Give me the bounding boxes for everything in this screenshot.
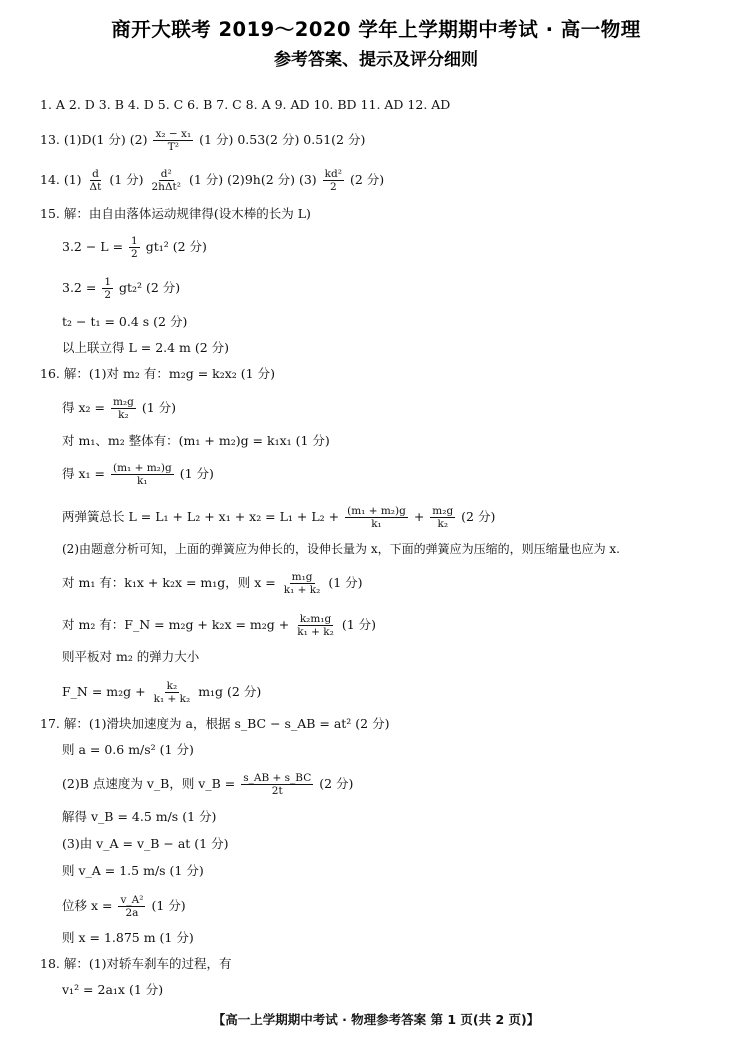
equation-line: [62, 235, 207, 260]
text: m₁g (2 分): [198, 684, 262, 699]
text: 14. (1): [40, 172, 82, 187]
equation-line: [62, 462, 214, 487]
text: +: [413, 509, 425, 524]
text: 3.2 =: [62, 280, 97, 295]
numerator: m₂g: [112, 396, 134, 408]
text: 对 m₂ 有：F_N = m₂g + k₂x = m₂g +: [62, 617, 290, 632]
denominator: 2hΔt²: [151, 181, 181, 193]
text: 3.2 − L =: [62, 239, 124, 254]
denominator: k₁ + k₂: [153, 693, 191, 705]
text: (1 分): [141, 400, 177, 415]
text: gt₂² (2 分): [118, 280, 181, 295]
numerator: kd²: [324, 168, 342, 180]
denominator: k₁ + k₂: [297, 626, 334, 638]
text: (1 分): [109, 172, 148, 187]
numerator: m₁g: [291, 571, 313, 583]
text: F_N = m₂g +: [62, 684, 146, 699]
fraction: [150, 168, 183, 193]
text: gt₁² (2 分): [145, 239, 207, 254]
equation-line: v₁² = 2a₁x (1 分): [62, 982, 164, 997]
denominator: k₁: [137, 475, 148, 487]
fraction: [153, 128, 193, 153]
text: 得 x₂ =: [62, 400, 105, 415]
text: (1 分): [151, 898, 186, 913]
denominator: T²: [167, 141, 179, 153]
text: (2)B 点速度为 v_B，则 v_B =: [62, 776, 236, 791]
fraction: [129, 235, 140, 260]
analysis-line: (2)由题意分析可知，上面的弹簧应为伸长的，设伸长量为 x，下面的弹簧应为压缩的，则压缩量也应为 x.: [62, 542, 620, 556]
numerator: (m₁ + m₂)g: [347, 505, 406, 517]
fraction: [88, 168, 104, 193]
text: (1 分): [179, 466, 214, 481]
fraction: [345, 505, 408, 530]
numerator: v_A²: [120, 894, 144, 906]
solution-15-intro: 15. 解：由自由落体运动规律得(设木棒的长为 L): [40, 206, 311, 221]
equation-line: [62, 613, 376, 638]
fraction: [111, 462, 174, 487]
solution-17-intro: 17. 解：(1)滑块加速度为 a，根据 s_BC − s_AB = at² (2 分): [40, 716, 390, 731]
equation-line: 以上联立得 L = 2.4 m (2 分): [62, 340, 230, 355]
numerator: m₂g: [432, 505, 454, 517]
text: 两弹簧总长 L = L₁ + L₂ + x₁ + x₂ = L₁ + L₂ +: [62, 509, 340, 524]
text: (2 分): [349, 172, 385, 187]
equation-line: 则 x = 1.875 m (1 分): [62, 930, 194, 945]
text: (1 分) (2)9h(2 分) (3): [188, 172, 317, 187]
numerator: d: [92, 168, 99, 180]
denominator: k₁ + k₂: [283, 584, 321, 596]
text: (1 分): [328, 575, 363, 590]
text-line: 则平板对 m₂ 的弹力大小: [62, 649, 200, 664]
equation-line: 则 a = 0.6 m/s² (1 分): [62, 742, 194, 757]
fraction: [111, 396, 136, 421]
numerator: k₂m₁g: [299, 613, 332, 625]
answer-line-13: [40, 128, 365, 153]
text: 位移 x =: [62, 898, 113, 913]
fraction: [102, 276, 113, 301]
numerator: (m₁ + m₂)g: [112, 462, 172, 474]
fraction: [430, 505, 455, 530]
denominator: 2t: [271, 785, 283, 797]
denominator: 2: [104, 289, 111, 301]
equation-line: 解得 v_B = 4.5 m/s (1 分): [62, 809, 217, 824]
text: (1 分) 0.53(2 分) 0.51(2 分): [199, 132, 366, 147]
numerator: x₂ − x₁: [155, 128, 192, 140]
text: 对 m₁ 有：k₁x + k₂x = m₁g，则 x =: [62, 575, 276, 590]
equation-line: (3)由 v_A = v_B − at (1 分): [62, 836, 229, 851]
denominator: 2a: [125, 907, 139, 919]
fraction: [118, 894, 145, 919]
fraction: [295, 613, 336, 638]
denominator: k₁: [371, 518, 382, 530]
denominator: Δt: [89, 181, 102, 193]
numerator: 1: [131, 235, 138, 247]
denominator: 2: [131, 248, 138, 260]
equation-line: 则 v_A = 1.5 m/s (1 分): [62, 863, 204, 878]
equation-line: [62, 680, 261, 705]
denominator: k₂: [437, 518, 449, 530]
page-footer: 【高一上学期期中考试 · 物理参考答案 第 1 页(共 2 页)】: [212, 1012, 540, 1027]
equation-line: [62, 571, 363, 596]
numerator: d²: [160, 168, 172, 180]
fraction: [241, 772, 313, 797]
numerator: 1: [104, 276, 111, 288]
text: (2 分): [461, 509, 496, 524]
page-title: 商开大联考 2019～2020 学年上学期期中考试 · 高一物理: [111, 18, 641, 41]
solution-16-intro: 16. 解：(1)对 m₂ 有：m₂g = k₂x₂ (1 分): [40, 366, 275, 381]
text: (2 分): [319, 776, 354, 791]
page-subtitle: 参考答案、提示及评分细则: [274, 50, 478, 70]
solution-18-intro: 18. 解：(1)对轿车刹车的过程，有: [40, 956, 232, 971]
equation-line: [62, 276, 180, 301]
equation-line: [62, 772, 353, 797]
text: 13. (1)D(1 分) (2): [40, 132, 148, 147]
equation-line: [62, 396, 176, 421]
equation-line: [62, 894, 186, 919]
fraction: [323, 168, 344, 193]
numerator: s_AB + s_BC: [243, 772, 312, 784]
fraction: [152, 680, 193, 705]
fraction: [282, 571, 323, 596]
numerator: k₂: [166, 680, 178, 692]
equation-line: [62, 505, 495, 530]
answer-line-1-12: 1. A 2. D 3. B 4. D 5. C 6. B 7. C 8. A 9. AD 10. BD 11. AD 12. AD: [40, 97, 451, 112]
answer-line-14: [40, 168, 384, 193]
text: (1 分): [341, 617, 377, 632]
denominator: k₂: [118, 409, 129, 421]
equation-line: 对 m₁、m₂ 整体有：(m₁ + m₂)g = k₁x₁ (1 分): [62, 433, 330, 448]
denominator: 2: [329, 181, 337, 193]
text: 得 x₁ =: [62, 466, 105, 481]
equation-line: t₂ − t₁ = 0.4 s (2 分): [62, 314, 188, 329]
